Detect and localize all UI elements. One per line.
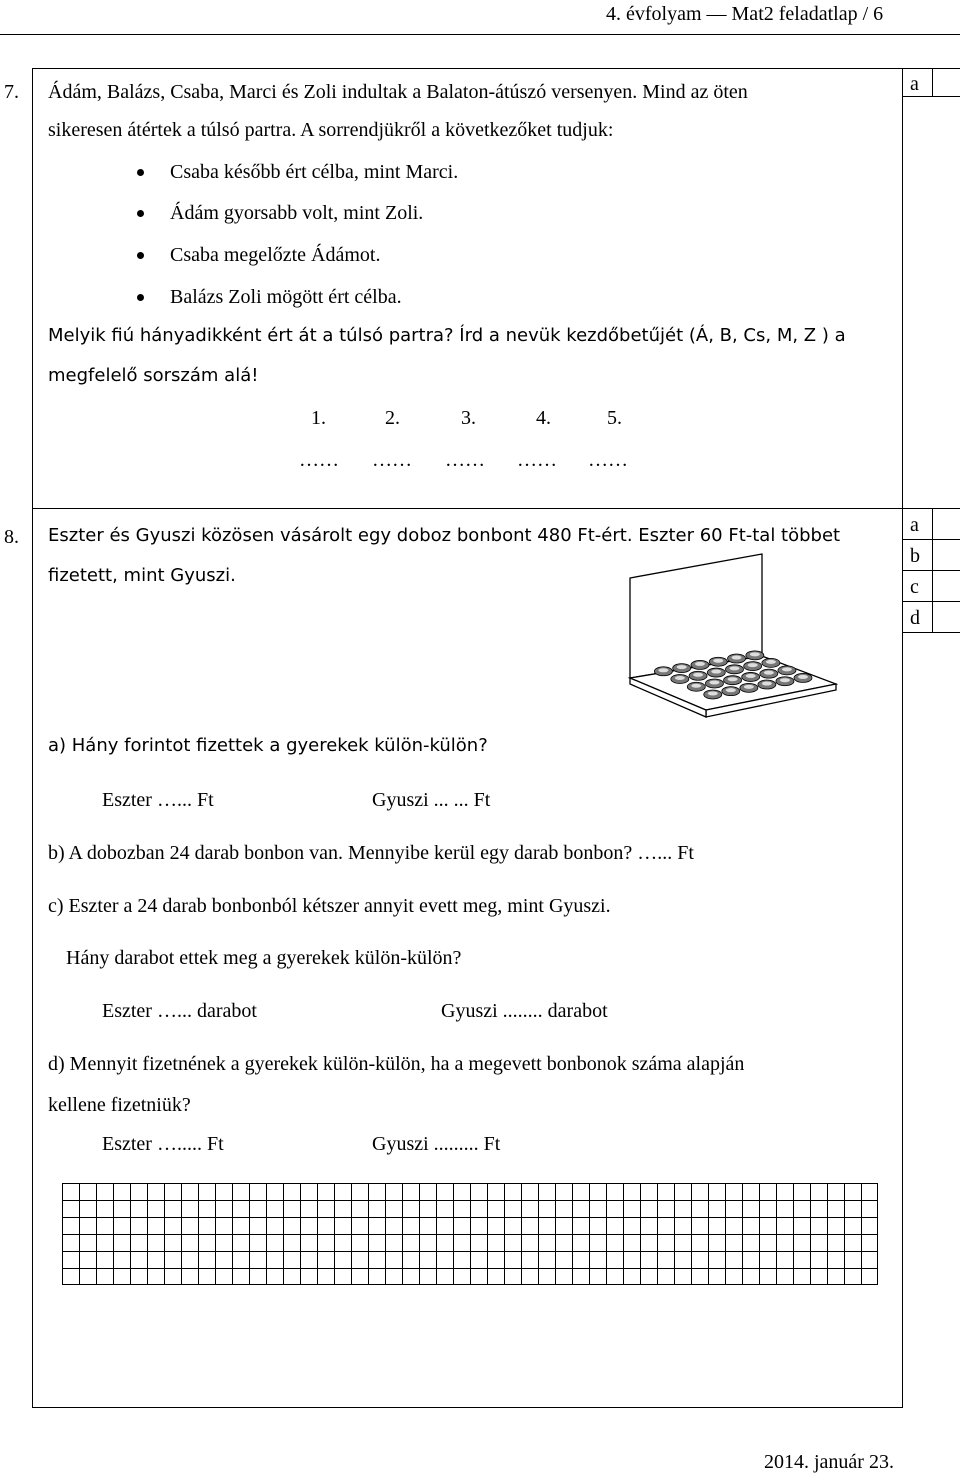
bonbon-highlight [744, 685, 754, 689]
task7-clue-2: Ádám gyorsabb volt, mint Zoli. [170, 202, 424, 224]
task8-score-label-d: d [910, 607, 920, 629]
bonbon-highlight [658, 668, 668, 672]
task8-left-border [32, 508, 33, 1408]
task8-score-label-a: a [910, 514, 919, 536]
rank-3: 3. [461, 407, 476, 429]
rank-2: 2. [385, 407, 400, 429]
score-cell-line [902, 539, 960, 540]
qd-gyuszi-answer[interactable]: Gyuszi ......... Ft [372, 1133, 501, 1155]
bonbon-highlight [711, 670, 721, 674]
score-cell-bottom [902, 96, 960, 97]
bonbon-highlight [729, 666, 739, 670]
task7-left-border [32, 68, 33, 508]
task8-intro-line1: Eszter és Gyuszi közösen vásárolt egy doboz bonbont 480 Ft-ért. Eszter 60 Ft-tal többet [48, 525, 841, 546]
task7-intro-line2: sikeresen átértek a túlsó partra. A sorrendjükről a következőket tudjuk: [48, 119, 614, 141]
rank-5: 5. [607, 407, 622, 429]
scratch-grid[interactable] [62, 1183, 878, 1285]
score-cell-divider [932, 68, 933, 96]
qd-eszter-answer[interactable]: Eszter …..... Ft [102, 1133, 224, 1155]
bonbon-highlight [728, 677, 738, 681]
bonbon-highlight [766, 660, 776, 664]
bonbon-highlight [708, 691, 718, 695]
bonbon-highlight [732, 656, 742, 660]
task8-question-c: c) Eszter a 24 darab bonbonból kétszer annyit evett meg, mint Gyuszi. [48, 895, 611, 917]
bonbon-highlight [713, 659, 723, 663]
bullet-icon [137, 169, 144, 176]
header-rule [0, 34, 960, 35]
page-footer-date: 2014. január 23. [764, 1451, 894, 1473]
task8-question-d-line2: kellene fizetniük? [48, 1094, 191, 1116]
qc-gyuszi-answer[interactable]: Gyuszi ........ darabot [441, 1000, 608, 1022]
bullet-icon [137, 210, 144, 217]
rank-1: 1. [311, 407, 326, 429]
task7-question-line2: megfelelő sorszám alá! [48, 365, 259, 386]
task7-question-line1: Melyik fiú hányadikként ért át a túlsó partra? Írd a nevük kezdőbetűjét (Á, B, Cs, M, Z ) a [48, 325, 846, 346]
bonbon-highlight [693, 673, 703, 677]
bonbon-highlight [748, 663, 758, 667]
bonbon-highlight [782, 667, 792, 671]
bonbon-highlight [691, 684, 701, 688]
bonbon-highlight [750, 652, 760, 656]
task8-bottom-border [32, 1407, 903, 1408]
task8-question-d-line1: d) Mennyit fizetnének a gyerekek külön-külön, ha a megevett bonbonok száma alapján [48, 1053, 745, 1075]
answer-blank-2[interactable]: …… [372, 449, 412, 471]
bonbon-highlight [798, 675, 808, 679]
task7-intro-line1: Ádám, Balázs, Csaba, Marci és Zoli indultak a Balaton-átúszó versenyen. Mind az öten [48, 81, 748, 103]
task7-number: 7. [4, 81, 19, 103]
task7-score-label-a: a [910, 73, 919, 95]
bullet-icon [137, 252, 144, 259]
page-header: 4. évfolyam — Mat2 feladatlap / 6 [606, 3, 884, 25]
bonbon-highlight [677, 665, 687, 669]
task8-number: 8. [4, 526, 19, 548]
score-cell-line [902, 601, 960, 602]
bonbon-highlight [780, 678, 790, 682]
task8-score-label-c: c [910, 576, 919, 598]
task8-score-label-b: b [910, 545, 920, 567]
task8-question-c2: Hány darabot ettek meg a gyerekek külön-külön? [66, 947, 462, 969]
answer-blank-1[interactable]: …… [299, 449, 339, 471]
task8-question-b: b) A dobozban 24 darab bonbon van. Mennyibe kerül egy darab bonbon? …... Ft [48, 842, 694, 864]
rank-4: 4. [536, 407, 551, 429]
qa-gyuszi-answer[interactable]: Gyuszi ... ... Ft [372, 789, 491, 811]
bonbon-highlight [726, 688, 736, 692]
bonbon-box-illustration [620, 548, 842, 720]
answer-blank-3[interactable]: …… [445, 449, 485, 471]
task7-top-border [32, 68, 960, 69]
bonbon-highlight [762, 682, 772, 686]
answer-blank-4[interactable]: …… [517, 449, 557, 471]
score-cell-line [902, 570, 960, 571]
bonbon-highlight [709, 680, 719, 684]
task8-intro-line2: fizetett, mint Gyuszi. [48, 565, 236, 586]
task-separator [32, 508, 960, 509]
task8-question-a: a) Hány forintot fizettek a gyerekek külön-külön? [48, 735, 488, 756]
task7-clue-4: Balázs Zoli mögött ért célba. [170, 286, 402, 308]
task8-right-border [902, 508, 903, 1408]
bonbon-highlight [764, 671, 774, 675]
score-column-divider [902, 68, 903, 508]
qa-eszter-answer[interactable]: Eszter …... Ft [102, 789, 214, 811]
qc-eszter-answer[interactable]: Eszter …... darabot [102, 1000, 257, 1022]
bullet-icon [137, 294, 144, 301]
bonbon-highlight [695, 662, 705, 666]
bonbon-highlight [746, 674, 756, 678]
answer-blank-5[interactable]: …… [588, 449, 628, 471]
task7-clue-1: Csaba később ért célba, mint Marci. [170, 161, 459, 183]
task7-clue-3: Csaba megelőzte Ádámot. [170, 244, 381, 266]
score-cell-line [902, 632, 960, 633]
bonbon-highlight [675, 676, 685, 680]
